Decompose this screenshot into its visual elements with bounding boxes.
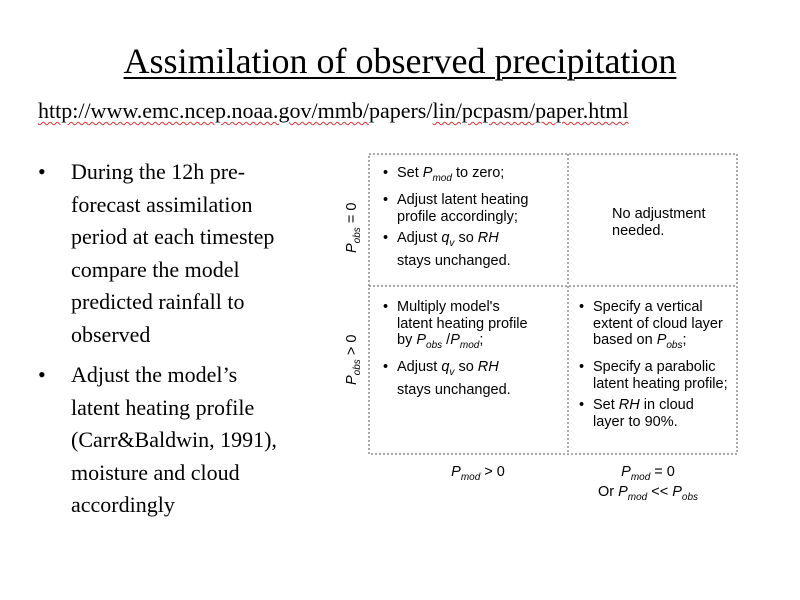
row-label-pobs-zero: $P_{obs} = 0$: [344, 202, 363, 253]
cell-bottom-right: [576, 299, 736, 435]
cell-bullet: • Specify a parabolic latent heating profile;: [579, 359, 728, 392]
cell-bullet: • Set RH in cloud layer to 90%.: [579, 397, 694, 430]
bullet-icon: •: [38, 159, 46, 184]
cell-top-right: No adjustment needed.: [612, 206, 706, 239]
slide-title: Assimilation of observed precipitation: [123, 41, 677, 81]
col-label-pmod-less: Or $P_{mod} << P_{obs}$: [597, 484, 699, 503]
cell-bullet: • Specify a vertical extent of cloud layer based on $P_{obs}$;: [579, 299, 723, 351]
col-label-pmod-positive: $P_{mod} > 0$: [451, 464, 505, 483]
cell-bottom-left: [380, 299, 565, 403]
bullet-list: [38, 156, 338, 530]
bullet-icon: •: [38, 362, 46, 387]
row-label-pobs-positive: $P_{obs} > 0$: [344, 334, 363, 385]
col-label-pmod-zero: $P_{mod} = 0$: [621, 464, 675, 483]
cell-bullet: • Adjust latent heating profile accordingly;: [383, 192, 529, 225]
cell-top-left: [380, 165, 565, 274]
reference-url[interactable]: http://www.emc.ncep.noaa.gov/mmb/papers/lin/pcpasm/paper.html: [38, 98, 629, 123]
cell-bullet: • Multiply model's latent heating profile by $P_{obs}$ $/P_{mod}$;: [383, 299, 528, 351]
cell-bullet: • Set $P_{mod}$ to zero;: [383, 165, 505, 184]
bullet-item: • Adjust the model’s latent heating profile (Carr&Baldwin, 1991), moisture and cloud accordingly: [38, 359, 338, 522]
cell-bullet: • Adjust $q_v$ so RH stays unchanged.: [383, 230, 511, 269]
cell-bullet: • Adjust $q_v$ so RH stays unchanged.: [383, 359, 511, 398]
adjustment-matrix-figure: [344, 153, 738, 503]
bullet-item: • During the 12h pre- forecast assimilation period at each timestep compare the model predicted rainfall to observed: [38, 156, 338, 351]
